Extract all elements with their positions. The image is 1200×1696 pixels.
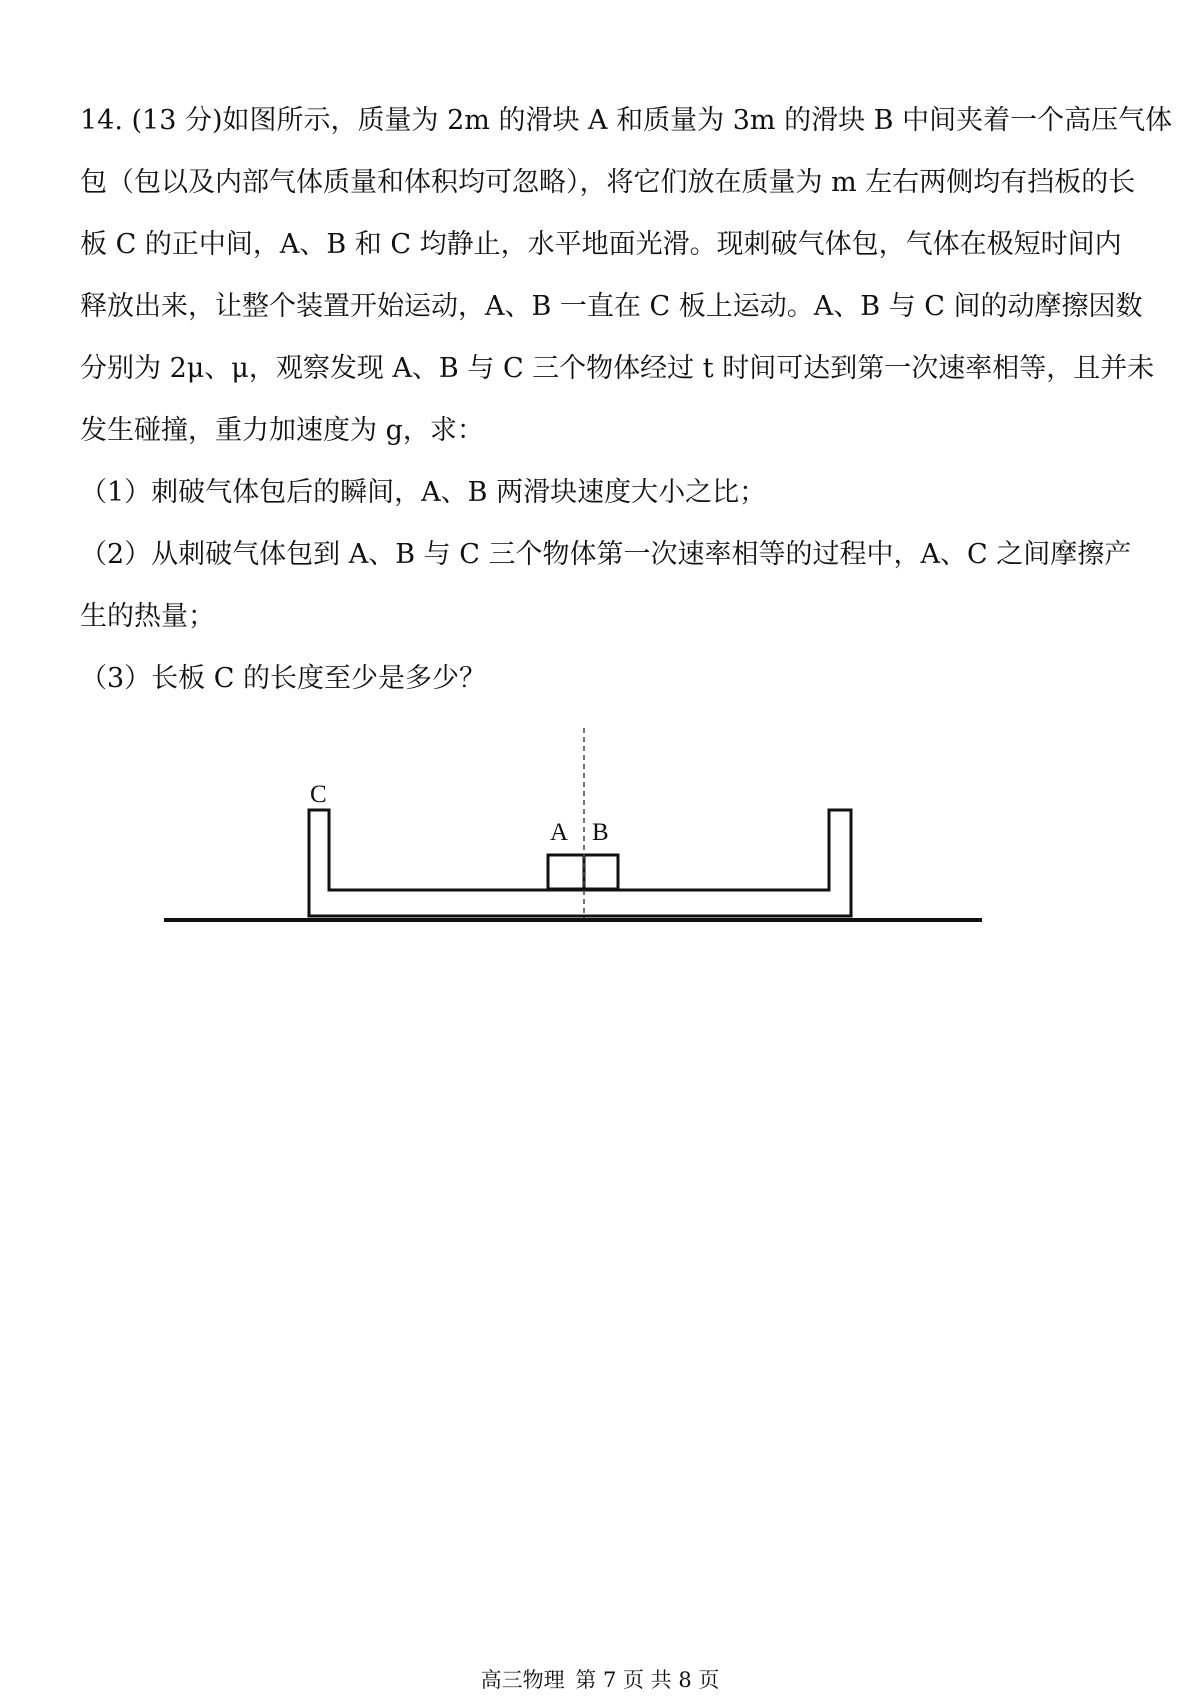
slider-a (548, 855, 584, 889)
question-stem-line: 板 C 的正中间，A、B 和 C 均静止，水平地面光滑。现刺破气体包，气体在极短时间内 (80, 229, 1122, 260)
question-stem-line: 分别为 2μ、μ，观察发现 A、B 与 C 三个物体经过 t 时间可达到第一次速率相等，且并未 (80, 353, 1155, 384)
slider-b (584, 855, 618, 889)
board-c (309, 810, 851, 916)
sub-question-2-continued: 生的热量； (80, 601, 215, 632)
label-a: A (550, 819, 569, 846)
sub-question-2: （2）从刺破气体包到 A、B 与 C 三个物体第一次速率相等的过程中，A、C 之间摩擦产 (80, 539, 1132, 570)
question-14 (80, 104, 1173, 724)
label-c: C (310, 781, 327, 808)
sub-question-1: （1）刺破气体包后的瞬间，A、B 两滑块速度大小之比； (80, 477, 767, 508)
footer-page-number: 第 7 页 共 8 页 (575, 1668, 720, 1692)
question-stem-line: 释放出来，让整个装置开始运动，A、B 一直在 C 板上运动。A、B 与 C 间的动摩擦因数 (80, 291, 1143, 322)
question-stem-line: 发生碰撞，重力加速度为 g，求： (80, 415, 484, 446)
question-stem-line: 14. (13 分)如图所示，质量为 2m 的滑块 A 和质量为 3m 的滑块 B 中间夹着一个高压气体 (80, 105, 1173, 136)
physics-figure (0, 700, 1200, 960)
sub-question-3: （3）长板 C 的长度至少是多少？ (80, 663, 487, 694)
label-b: B (592, 819, 609, 846)
page-footer (0, 1664, 1200, 1694)
question-stem-line: 包（包以及内部气体质量和体积均可忽略），将它们放在质量为 m 左右两侧均有挡板的长 (80, 167, 1136, 198)
footer-subject: 高三物理 (480, 1668, 565, 1692)
